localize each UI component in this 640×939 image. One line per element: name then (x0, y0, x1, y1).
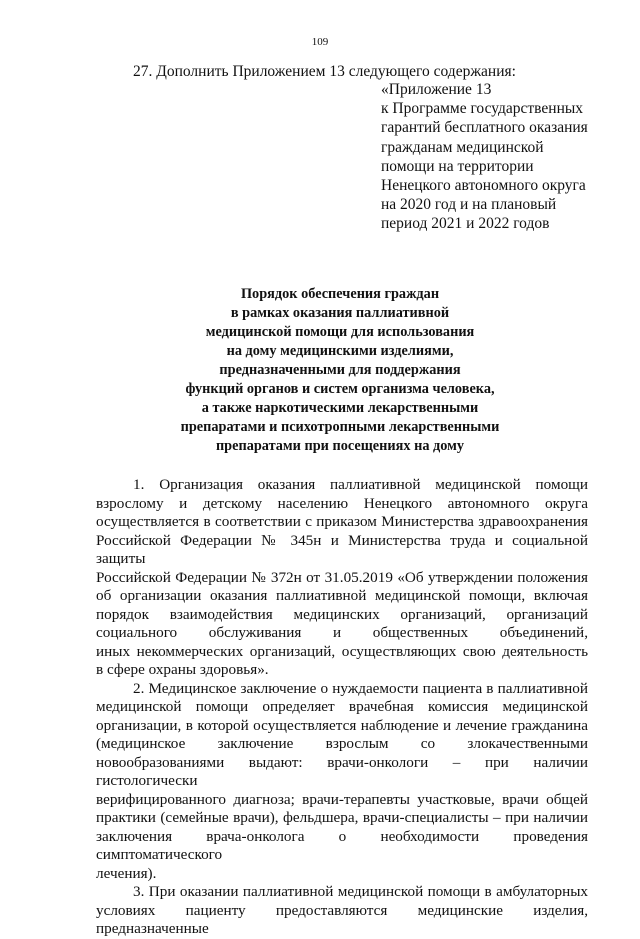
appendix-line: помощи на территории (381, 157, 534, 175)
paragraph-line: новообразованиями выдают: врачи-онкологи – при наличии гистологически (96, 753, 588, 789)
paragraph-line: осуществляется в соответствии с приказом Министерства здравоохранения (96, 513, 588, 530)
paragraph-line: заключения врача-онколога о необходимости проведения симптоматического (96, 827, 588, 863)
document-title (160, 285, 520, 456)
paragraph-line: порядок взаимодействия медицинских организаций, организаций (96, 605, 588, 623)
paragraph-line: организации, в которой осуществляется наблюдение и лечение гражданина (96, 716, 588, 734)
title-line: предназначенными для поддержания (219, 362, 461, 378)
paragraph-line: 1. Организация оказания паллиативной медицинской помощи (133, 476, 588, 493)
appendix-line: к Программе государственных (381, 100, 584, 118)
appendix-line: «Приложение 13 (381, 81, 492, 98)
paragraph-1 (96, 476, 588, 680)
title-line: Порядок обеспечения граждан (240, 286, 440, 302)
appendix-line: на 2020 год и на плановый (381, 196, 557, 214)
appendix-line: период 2021 и 2022 годов (381, 215, 550, 233)
paragraph-line: Российской Федерации № 372н от 31.05.2019 «Об утверждении положения (96, 568, 588, 586)
paragraph-line: в сфере охраны здоровья». (96, 661, 269, 678)
appendix-line: Ненецкого автономного округа (381, 177, 586, 195)
appendix-header (381, 80, 588, 234)
paragraph-line: Российской Федерации № 345н и Министерства труда и социальной защиты (96, 531, 588, 567)
title-line: а также наркотическими лекарственными (201, 400, 479, 416)
paragraph-line: (медицинское заключение взрослым со злокачественными (96, 735, 588, 752)
paragraph-2 (96, 680, 588, 884)
paragraph-line: условиях пациенту предоставляются медицинские изделия, предназначенные (96, 901, 588, 937)
title-line: в рамках оказания паллиативной (230, 305, 450, 321)
title-line: препаратами и психотропными лекарственными (180, 419, 500, 435)
document-body (96, 476, 588, 939)
title-line: медицинской помощи для использования (205, 324, 475, 340)
paragraph-line: 3. При оказании паллиативной медицинской помощи в амбулаторных (133, 883, 588, 900)
paragraph-line: лечения). (96, 864, 157, 882)
paragraph-line: практики (семейные врачи), фельдшера, врачи-специалисты – при наличии (96, 809, 588, 826)
page-number: 109 (311, 36, 329, 48)
title-line: препаратами при посещениях на дому (215, 438, 465, 454)
title-line: функций органов и систем организма человека, (185, 381, 495, 397)
title-line: на дому медицинскими изделиями, (226, 343, 454, 359)
paragraph-3 (96, 883, 588, 939)
paragraph-line: медицинской помощи определяет врачебная комиссия медицинской (96, 698, 588, 715)
paragraph-line: взрослому и детскому населению Ненецкого автономного округа (96, 494, 588, 512)
paragraph-line: 2. Медицинское заключение о нуждаемости пациента в паллиативной (133, 679, 588, 697)
appendix-line: гражданам медицинской (381, 138, 544, 156)
paragraph-line: социального обслуживания и общественных объединений, (96, 624, 588, 641)
paragraph-line: об организации оказания паллиативной медицинской помощи, включая (96, 587, 588, 604)
amendment-intro: 27. Дополнить Приложением 13 следующего содержания: (133, 63, 516, 80)
paragraph-line: иных некоммерческих организаций, осуществляющих свою деятельность (96, 642, 588, 660)
paragraph-line: верифицированного диагноза; врачи-терапевты участковые, врачи общей (96, 790, 588, 808)
appendix-line: гарантий бесплатного оказания (381, 119, 588, 137)
